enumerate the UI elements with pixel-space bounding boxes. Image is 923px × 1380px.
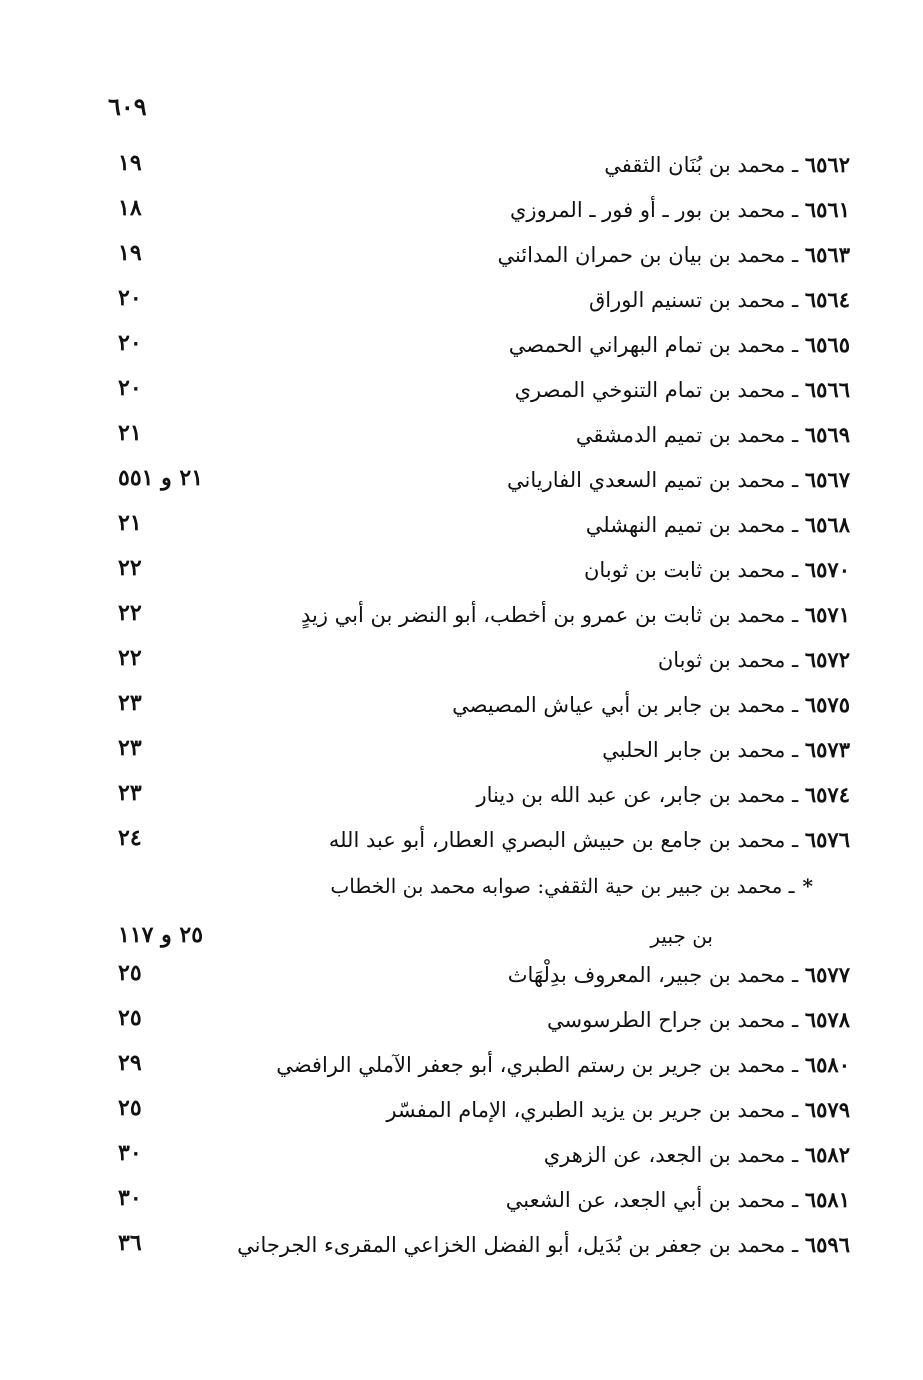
entry-text: [510, 197, 850, 222]
entry-dash: ـ: [792, 1098, 799, 1122]
entry-dash: ـ: [792, 963, 799, 987]
entry-pages: ٢٢: [118, 555, 142, 581]
index-entry: [100, 688, 850, 728]
entry-pages: ٢٣: [118, 735, 142, 761]
entry-pages: ٢١: [118, 420, 142, 446]
entry-name: محمد بن جابر الحلبي: [602, 738, 786, 762]
entry-number: ٦٥٦٢: [804, 152, 850, 177]
entry-pages: ٣٠: [118, 1140, 142, 1166]
entry-pages: ٢٩: [118, 1050, 142, 1076]
entry-dash: ـ: [792, 1143, 799, 1167]
entry-name: محمد بن جراح الطرسوسي: [546, 1008, 786, 1032]
note-star: *: [802, 874, 813, 898]
entry-dash: ـ: [792, 603, 799, 627]
note-continuation: بن جبير: [650, 924, 713, 948]
index-entry: [100, 778, 850, 818]
entry-name: محمد بن جبير، المعروف بدِلْهَاث: [507, 963, 786, 987]
entry-number: ٦٥٨٢: [804, 1142, 850, 1167]
entry-pages: ٢٤: [118, 825, 142, 851]
entry-number: ٦٥٦١: [804, 197, 850, 222]
index-entry: [100, 1183, 850, 1223]
entry-text: [506, 1187, 850, 1212]
entry-dash: ـ: [792, 783, 799, 807]
entry-dash: ـ: [792, 558, 799, 582]
note-text: محمد بن جبير بن حية الثقفي: صوابه محمد بن الخطاب: [330, 874, 783, 898]
entry-name: محمد بن جابر بن أبي عياش المصيصي: [452, 693, 786, 717]
note-pages: ٢٥ و ١١٧: [118, 922, 204, 948]
entry-text: [544, 1142, 850, 1167]
entry-number: ٦٥٦٣: [804, 242, 850, 267]
entry-pages: ١٨: [118, 195, 142, 221]
index-entry: [100, 958, 850, 998]
entry-pages: ٢٠: [118, 330, 142, 356]
entry-text: [329, 827, 850, 852]
index-entry: [100, 733, 850, 773]
index-entry: [100, 1003, 850, 1043]
entry-text: [576, 422, 850, 447]
entry-dash: ـ: [792, 198, 799, 222]
entry-dash: ـ: [792, 1008, 799, 1032]
entry-dash: ـ: [792, 243, 799, 267]
page-number: ٦٠٩: [108, 92, 147, 121]
entry-dash: ـ: [792, 333, 799, 357]
entry-name: محمد بن أبي الجعد، عن الشعبي: [505, 1188, 786, 1212]
entry-text: [602, 737, 850, 762]
entry-pages: ١٩: [118, 150, 142, 176]
entry-dash: ـ: [792, 513, 799, 537]
entry-number: ٦٥٦٧: [804, 467, 850, 492]
entry-text: [604, 152, 850, 177]
entry-name: محمد بن جامع بن حبيش البصري العطار، أبو عبد الله: [328, 828, 786, 852]
entry-text: [586, 512, 850, 537]
entry-name: محمد بن بور ـ أو فور ـ المروزي: [509, 198, 786, 222]
entry-dash: ـ: [788, 874, 795, 898]
entry-name: محمد بن ثوبان: [657, 648, 786, 672]
entry-pages: ٢٠: [118, 375, 142, 401]
entry-text: [508, 962, 850, 987]
entry-pages: ٢١: [118, 510, 142, 536]
entry-dash: ـ: [792, 423, 799, 447]
entry-text: [584, 557, 850, 582]
entry-number: ٦٥٦٥: [804, 332, 850, 357]
entry-number: ٦٥٨٠: [804, 1052, 850, 1077]
entry-number: ٦٥٦٨: [804, 512, 850, 537]
entry-number: ٦٥٦٦: [804, 377, 850, 402]
entry-number: ٦٥٧٠: [804, 557, 850, 582]
index-entry: [100, 328, 850, 368]
index-entry: [100, 283, 850, 323]
entry-pages: ٢٥: [118, 1095, 142, 1121]
entry-pages: ٣٦: [118, 1230, 142, 1256]
entry-pages: ٢١ و ٥٥١: [118, 465, 204, 491]
entry-text: [658, 647, 850, 672]
index-entry: [100, 553, 850, 593]
entry-name: محمد بن تميم السعدي الفارياني: [507, 468, 786, 492]
index-entry: [100, 643, 850, 683]
entry-text: [589, 287, 850, 312]
index-entry: [100, 193, 850, 233]
entry-name: محمد بن بيان بن حمران المدائني: [497, 243, 786, 267]
entry-number: ٦٥٧٤: [804, 782, 850, 807]
entry-text: [237, 1232, 850, 1257]
entry-pages: ٢٥: [118, 960, 142, 986]
entry-number: ٦٥٦٩: [804, 422, 850, 447]
index-entry: [100, 508, 850, 548]
entry-pages: ٢٢: [118, 600, 142, 626]
entry-number: ٦٥٧١: [804, 602, 850, 627]
index-entry: [100, 418, 850, 458]
entry-pages: ٣٠: [118, 1185, 142, 1211]
entry-number: ٦٥٨١: [804, 1187, 850, 1212]
entry-number: ٦٥٧٣: [804, 737, 850, 762]
entry-name: محمد بن تمام البهراني الحمصي: [508, 333, 786, 357]
entry-text: [476, 782, 850, 807]
entry-name: محمد بن جرير بن يزيد الطبري، الإمام المفسّر: [386, 1098, 786, 1122]
entry-number: ٦٥٧٦: [804, 827, 850, 852]
entry-dash: ـ: [792, 1188, 799, 1212]
entry-name: محمد بن تميم الدمشقي: [575, 423, 786, 447]
index-entry: [100, 148, 850, 188]
entry-text: [547, 1007, 850, 1032]
index-entry: [100, 373, 850, 413]
entry-name: محمد بن الجعد، عن الزهري: [543, 1143, 786, 1167]
entry-number: ٦٥٧٩: [804, 1097, 850, 1122]
cross-reference-note: [193, 874, 813, 898]
entry-number: ٦٥٧٨: [804, 1007, 850, 1032]
entry-text: [452, 692, 850, 717]
entry-name: محمد بن جرير بن رستم الطبري، أبو جعفر الآملي الرافضي: [276, 1053, 786, 1077]
entry-dash: ـ: [792, 1053, 799, 1077]
index-entry: [100, 463, 850, 503]
entry-pages: ٢٣: [118, 690, 142, 716]
entry-pages: ٢٢: [118, 645, 142, 671]
entry-number: ٦٥٩٦: [804, 1232, 850, 1257]
entry-pages: ١٩: [118, 240, 142, 266]
entry-dash: ـ: [792, 288, 799, 312]
entry-text: [276, 1052, 850, 1077]
entry-pages: ٢٣: [118, 780, 142, 806]
entry-number: ٦٥٧٧: [804, 962, 850, 987]
entry-name: محمد بن جابر، عن عبد الله بن دينار: [476, 783, 786, 807]
entry-name: محمد بن ثابت بن ثوبان: [583, 558, 786, 582]
entry-text: [515, 377, 850, 402]
index-entry: [100, 823, 850, 863]
entry-dash: ـ: [792, 693, 799, 717]
index-entry: [100, 1093, 850, 1133]
index-entry: [100, 598, 850, 638]
entry-number: ٦٥٧٥: [804, 692, 850, 717]
entry-text: [509, 332, 850, 357]
entry-text: [301, 602, 850, 627]
entry-dash: ـ: [792, 1233, 799, 1257]
entry-name: محمد بن ثابت بن عمرو بن أخطب، أبو النضر بن أبي زيدٍ: [300, 603, 786, 627]
entry-text: [386, 1097, 850, 1122]
index-entry: [100, 238, 850, 278]
entry-dash: ـ: [792, 468, 799, 492]
entry-number: ٦٥٧٢: [804, 647, 850, 672]
entry-name: محمد بن تمام التنوخي المصري: [514, 378, 786, 402]
entry-dash: ـ: [792, 648, 799, 672]
entry-name: محمد بن تميم النهشلي: [585, 513, 786, 537]
entry-dash: ـ: [792, 738, 799, 762]
entry-name: محمد بن جعفر بن بُدَيل، أبو الفضل الخزاعي المقرىء الجرجاني: [237, 1233, 786, 1257]
entry-dash: ـ: [792, 378, 799, 402]
entry-pages: ٢٠: [118, 285, 142, 311]
entry-name: محمد بن بُنَان الثقفي: [604, 153, 786, 177]
entry-text: [507, 467, 850, 492]
index-entry: [100, 1048, 850, 1088]
entry-number: ٦٥٦٤: [804, 287, 850, 312]
index-entry: [100, 1228, 850, 1268]
entry-pages: ٢٥: [118, 1005, 142, 1031]
entry-name: محمد بن تسنيم الوراق: [588, 288, 786, 312]
entry-dash: ـ: [792, 828, 799, 852]
entry-text: [497, 242, 850, 267]
index-entry: [100, 1138, 850, 1178]
entry-dash: ـ: [792, 153, 799, 177]
